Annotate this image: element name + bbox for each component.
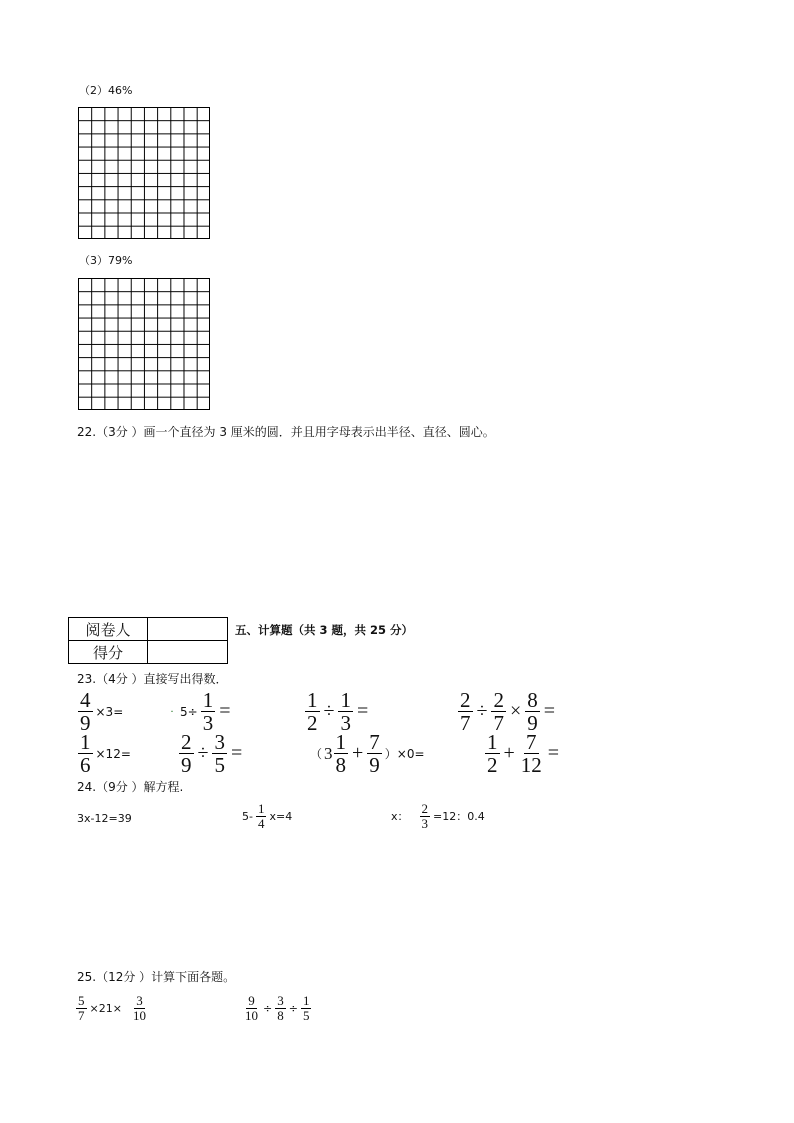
hundred-grid-46 xyxy=(78,107,210,239)
q21-part2-label: （2）46% xyxy=(79,84,133,97)
q24-equation-3: x： $\frac{2}{3}$ =12：0.4 xyxy=(391,801,485,831)
q23-item-b: · 5÷ $\frac{1}{3}$ = xyxy=(170,688,231,736)
section5-title: 五、计算题（共 3 题，共 25 分） xyxy=(235,623,414,637)
q24-equation-1: 3x-12=39 xyxy=(77,812,132,825)
q25-problem-2: $\frac{9}{10}$ ÷ $\frac{3}{8}$ ÷ $\frac{1}{5}$ xyxy=(245,993,310,1023)
q23-title: 23.（4分 ）直接写出得数． xyxy=(77,672,228,686)
q23-item-c: $\frac{1}{2}$ ÷ $\frac{1}{3}$ = xyxy=(307,688,369,736)
q25-problem-1: $\frac{5}{7}$ ×21× $\frac{3}{10}$ xyxy=(78,993,146,1023)
q22-text: 22.（3分 ）画一个直径为 3 厘米的圆．并且用字母表示出半径、直径、圆心。 xyxy=(77,425,495,439)
q23-item-d: $\frac{2}{7}$ ÷ $\frac{2}{7}$ × $\frac{8}{9}$ = xyxy=(460,688,556,736)
hundred-grid-79 xyxy=(78,278,210,410)
reviewer-field[interactable] xyxy=(148,618,228,641)
q23-item-a: $\frac{4}{9}$ ×3= xyxy=(80,688,124,736)
q23-item-f: $\frac{2}{9}$ ÷ $\frac{3}{5}$ = xyxy=(181,730,243,778)
q23-item-g: （ 3 $\frac{1}{8}$ + $\frac{7}{9}$ ）×0= xyxy=(310,730,425,778)
q23-item-e: $\frac{1}{6}$ ×12= xyxy=(80,730,131,778)
score-table xyxy=(68,617,228,664)
q24-equation-2: 5- $\frac{1}{4}$ x=4 xyxy=(242,801,293,831)
q23-item-h: $\frac{1}{2}$ + $\frac{7}{12}$ = xyxy=(487,730,560,778)
score-field[interactable] xyxy=(148,641,228,664)
green-dot-mark: · xyxy=(170,704,174,719)
q24-title: 24.（9分 ）解方程. xyxy=(77,780,184,794)
reviewer-label: 阅卷人 xyxy=(69,618,148,641)
q25-title: 25.（12分 ）计算下面各题。 xyxy=(77,970,236,984)
q21-part3-label: （3）79% xyxy=(79,254,133,267)
score-label: 得分 xyxy=(69,641,148,664)
